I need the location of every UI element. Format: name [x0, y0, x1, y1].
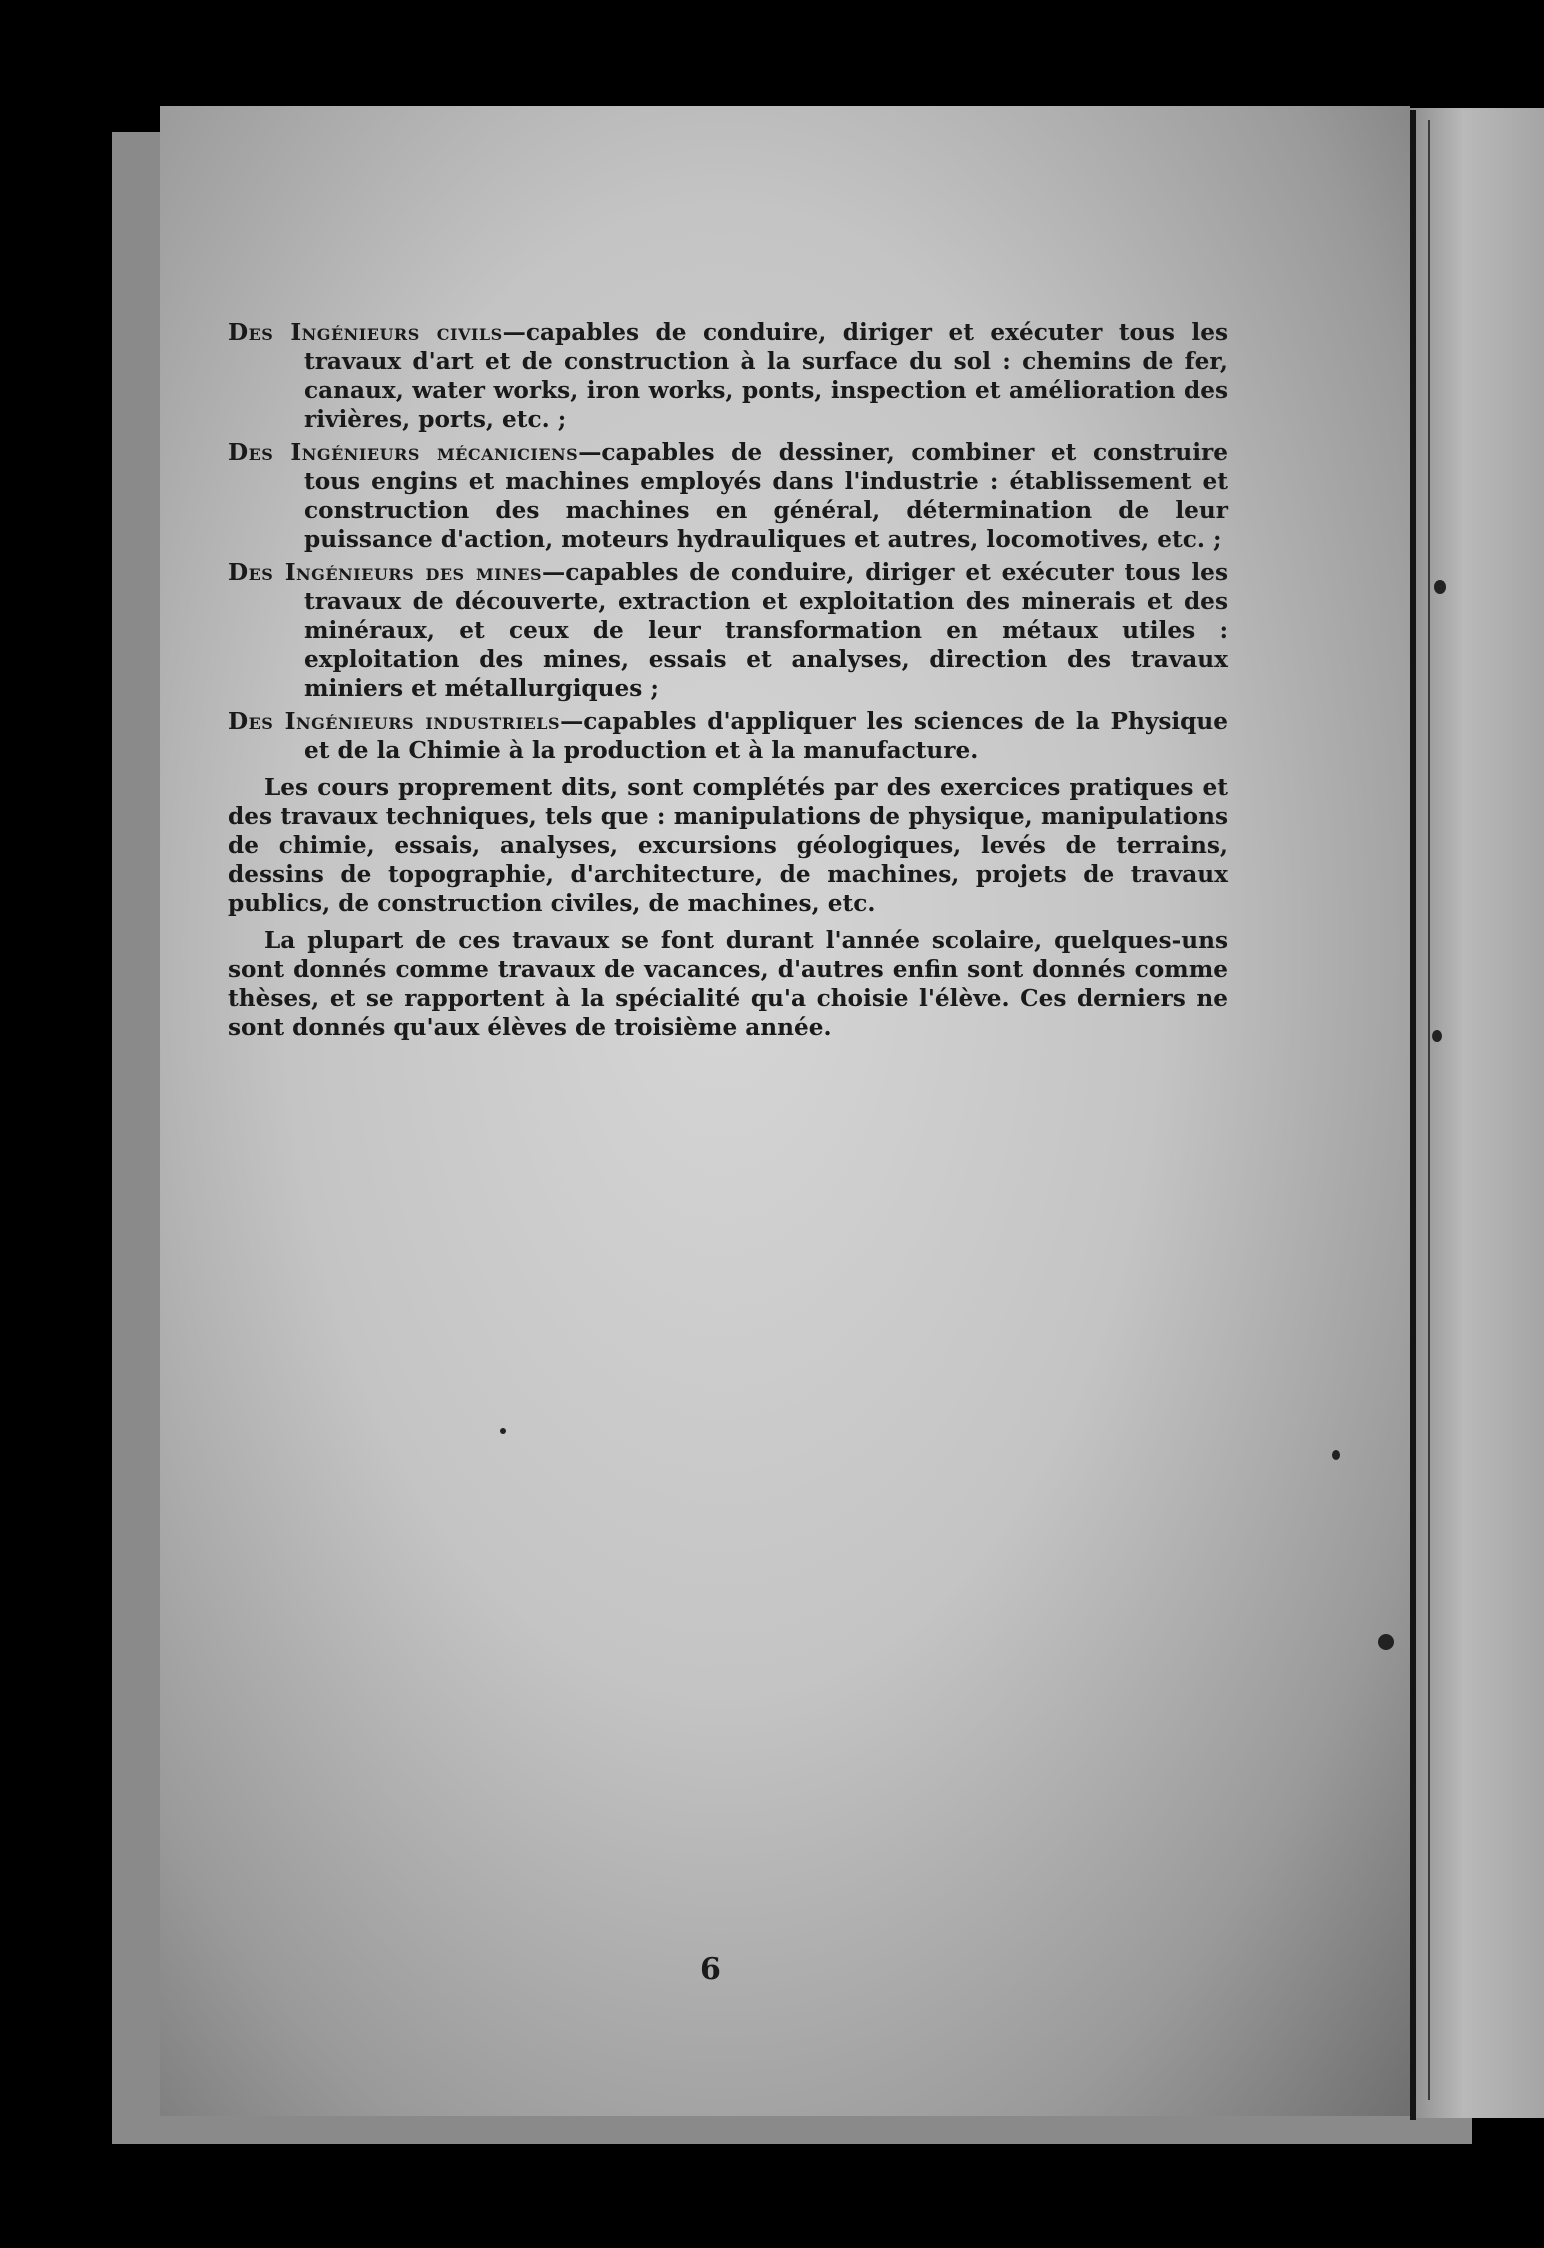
ink-speck — [1332, 1450, 1340, 1460]
ink-speck — [500, 1428, 506, 1434]
page-number: 6 — [700, 1952, 721, 1987]
entry-text: —capables de conduire, diriger et exécuter tous les travaux de découverte, extraction et exploitation des minerais et des minéraux, et ceux de leur transformation en métaux utiles : exploitation des mines, essais et analyses, direction des travaux miniers et métallurgiques ; — [304, 559, 1228, 702]
paragraph-travaux: La plupart de ces travaux se font durant l'année scolaire, quelques-uns sont donnés comme travaux de vacances, d'autres enfin sont donnés comme thèses, et se rapportent à la spécialité qu'a choisie l'élève. Ces derniers ne sont donnés qu'aux élèves de troisième année. — [228, 927, 1228, 1041]
ink-speck — [1432, 1030, 1442, 1042]
entry-mecaniciens — [228, 438, 1228, 554]
adjacent-page-edge — [1410, 108, 1544, 2118]
entry-text: —capables de conduire, diriger et exécuter tous les travaux d'art et de construction à la surface du sol : chemins de fer, canaux, water works, iron works, ponts, inspection et amélioration des rivières, ports, etc. ; — [304, 319, 1228, 433]
entry-mines — [228, 558, 1228, 703]
ink-speck — [1378, 1634, 1394, 1650]
entry-civils — [228, 318, 1228, 434]
entry-lead: Des Ingénieurs mécaniciens — [228, 439, 579, 466]
paragraph-cours: Les cours proprement dits, sont complétés par des exercices pratiques et des travaux techniques, tels que : manipulations de physique, manipulations de chimie, essais, analyses, excursions géologiques, levés de terrains, dessins de topographie, d'architecture, de machines, projets de travaux publics, de construction civiles, de machines, etc. — [228, 774, 1228, 917]
entry-text: —capables de dessiner, combiner et construire tous engins et machines employés dans l'industrie : établissement et construction des machines en général, détermination de leur puissance d'action, moteurs hydrauliques et autres, locomotives, etc. ; — [304, 439, 1229, 553]
entry-lead: Des Ingénieurs des mines — [228, 559, 543, 586]
body-text — [228, 318, 1228, 1042]
entry-text: —capables d'appliquer les sciences de la Physique et de la Chimie à la production et à la manufacture. — [304, 708, 1229, 764]
entry-lead: Des Ingénieurs civils — [228, 319, 503, 346]
binding-line-secondary — [1428, 120, 1430, 2100]
ink-speck — [1434, 580, 1446, 594]
entry-industriels — [228, 707, 1228, 765]
entry-lead: Des Ingénieurs industriels — [228, 708, 561, 735]
binding-line — [1410, 110, 1416, 2120]
